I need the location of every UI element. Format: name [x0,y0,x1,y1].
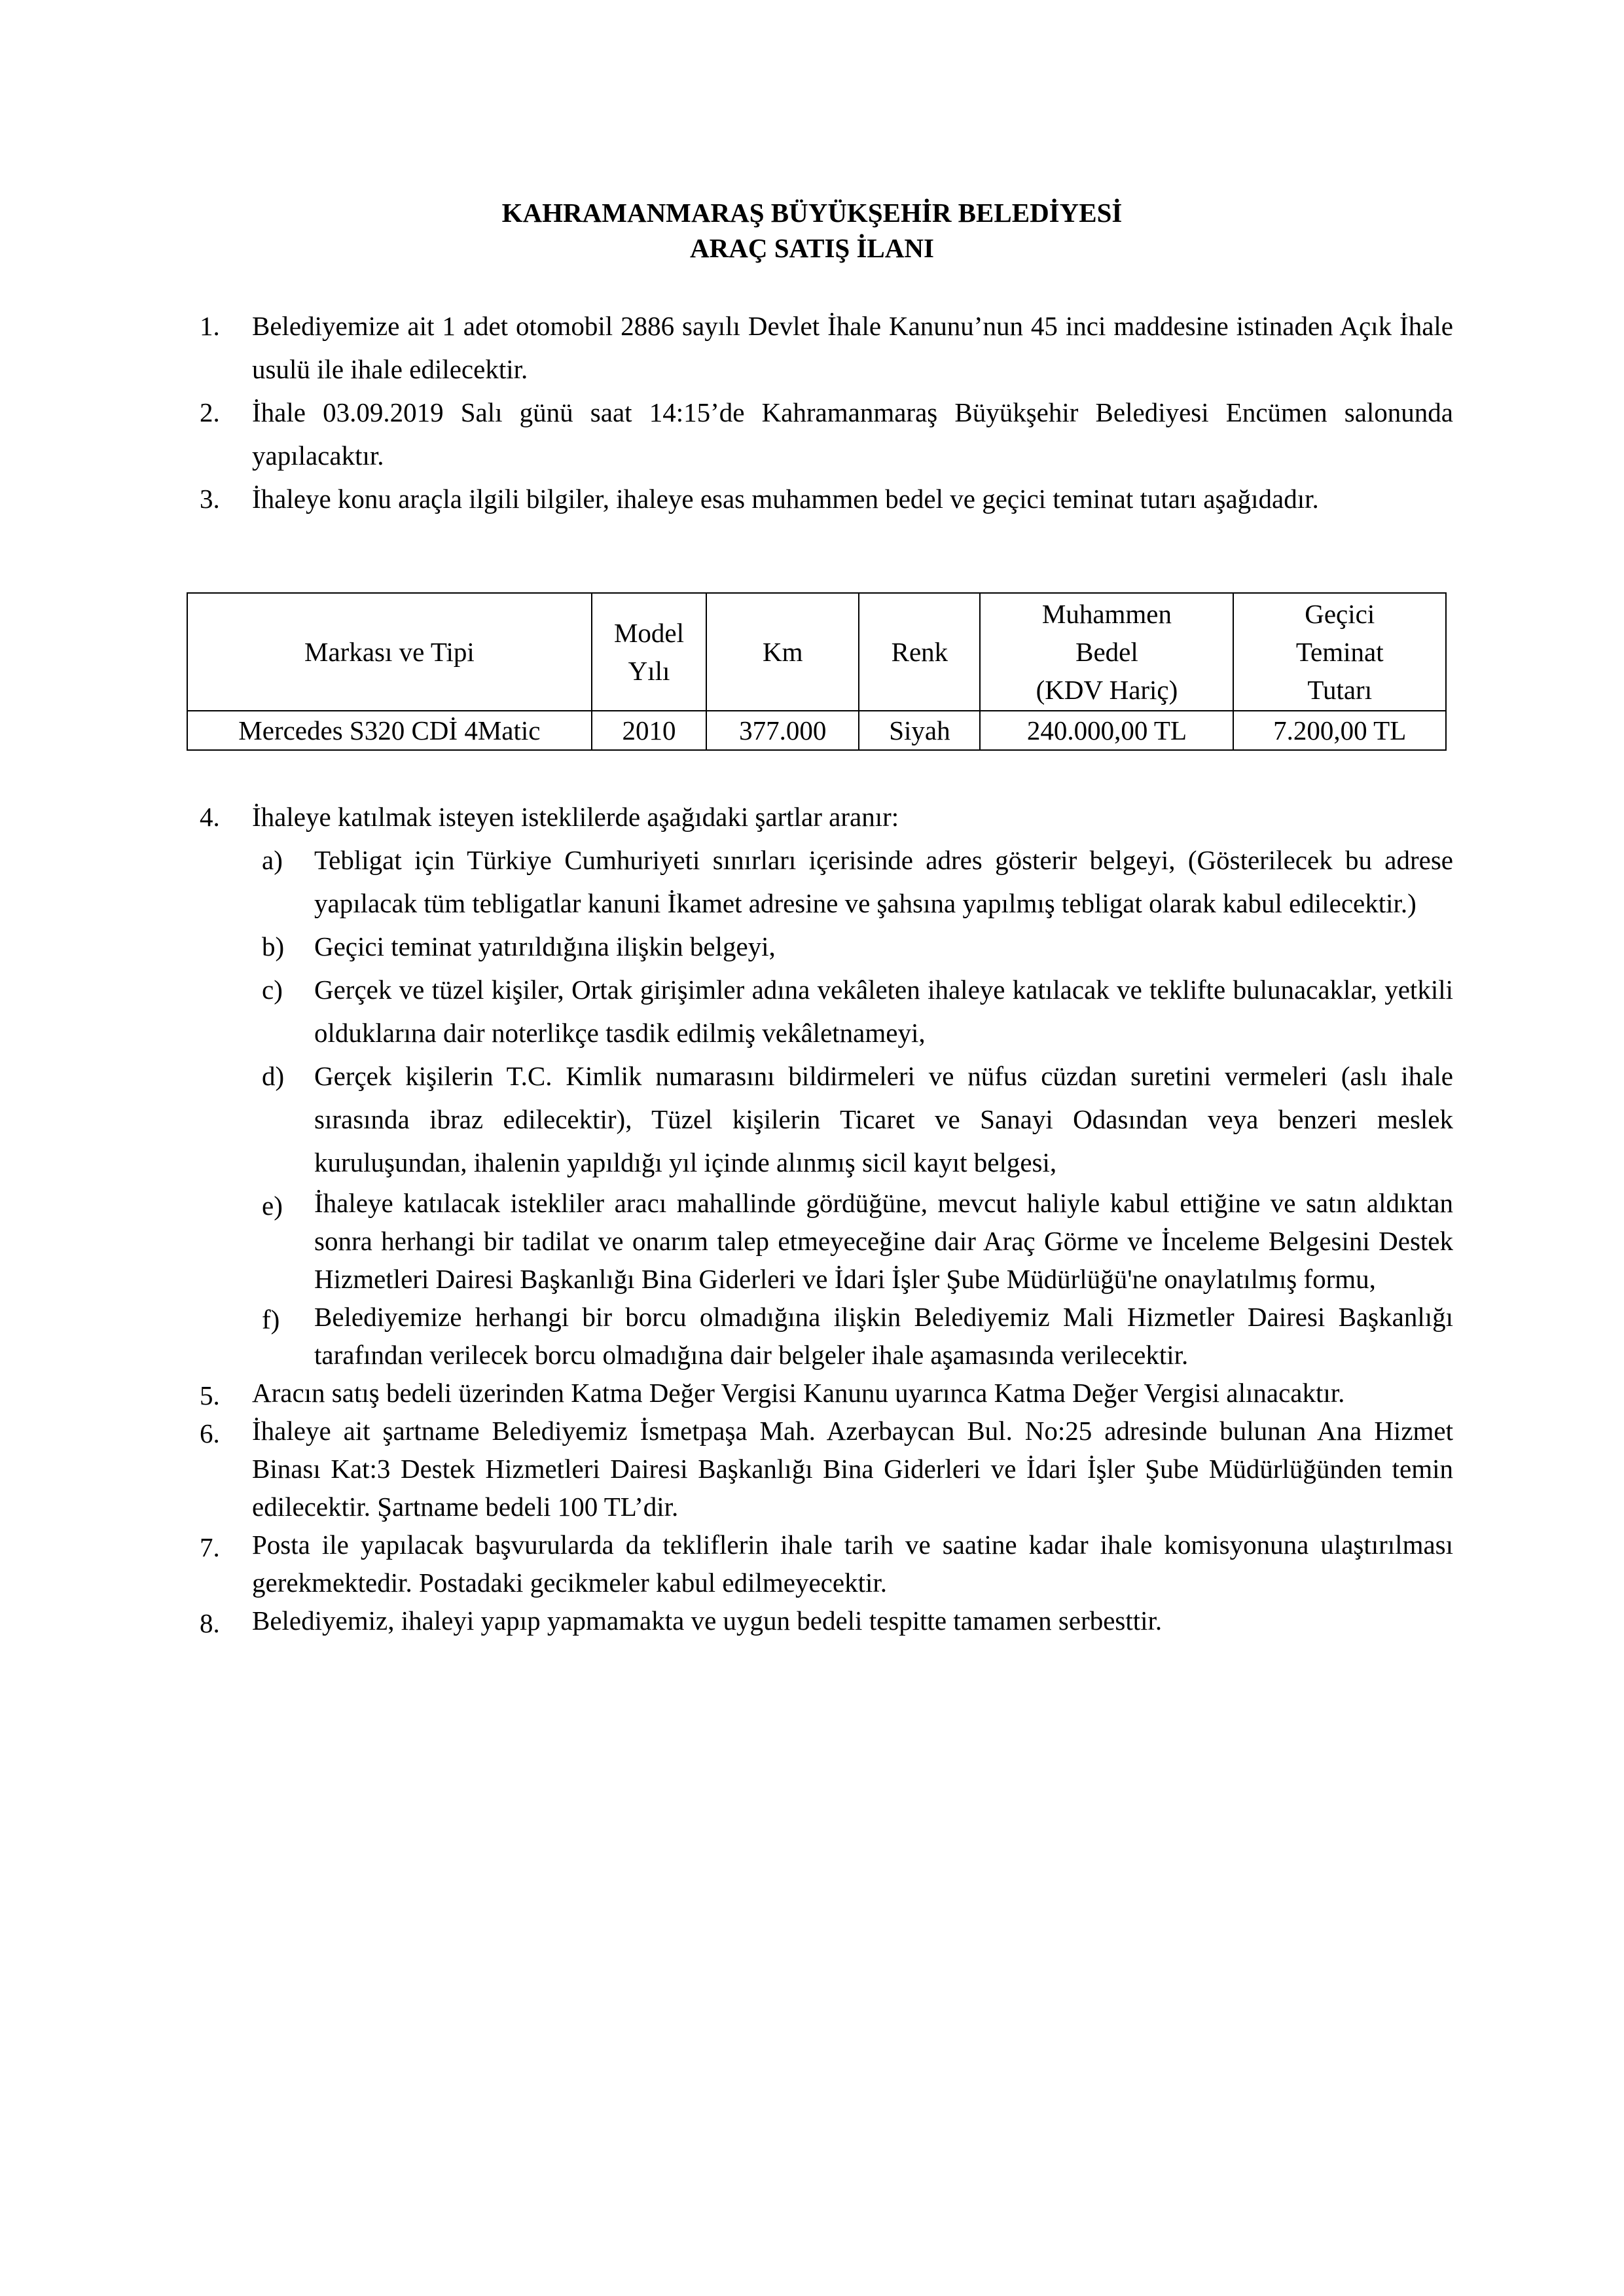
condition-text: Geçici teminat yatırıldığına ilişkin belgeyi, [314,931,776,961]
header-deposit-line1: Geçici [1305,599,1375,629]
condition-text: Tebligat için Türkiye Cumhuriyeti sınırları içerisinde adres gösterir belgeyi, (Gösterilecek bu adrese yapılacak tüm tebligatlar kanuni İkamet adresine ve şahsına yapılmış tebligat olarak kabul edilecektir.) [314,845,1453,918]
vehicle-table [187,592,1447,751]
item-number: 4. [200,802,220,832]
header-estimated-price [980,593,1233,711]
condition-e [252,1184,1453,1298]
condition-b [252,925,1453,968]
condition-f [252,1298,1453,1374]
item-number: 6. [200,1418,220,1448]
list-item-3 [200,477,1453,520]
condition-text: İhaleye katılacak istekliler aracı mahallinde gördüğüne, mevcut haliyle kabul ettiğine ve satın aldıktan sonra herhangi bir tadilat ve onarım talep etmeyeceğine dair Araç Görme ve İnceleme Belgesini Destek Hizmetleri Dairesi Başkanlığı Bina Giderleri ve İdari İşler Şube Müdürlüğü'ne onaylatılmış formu, [314,1188,1453,1294]
condition-a [252,838,1453,925]
cell-deposit: 7.200,00 TL [1233,711,1446,750]
list-item-2 [200,391,1453,477]
list-item-5 [200,1374,1453,1412]
list-item-8 [200,1602,1453,1640]
condition-letter: f) [262,1304,280,1335]
header-deposit [1233,593,1446,711]
condition-text: Belediyemize herhangi bir borcu olmadığına ilişkin Belediyemiz Mali Hizmetler Dairesi Başkanlığı tarafından verilecek borcu olmadığına dair belgeler ihale aşamasında verilecektir. [314,1302,1453,1370]
condition-text: Gerçek ve tüzel kişiler, Ortak girişimler adına vekâleten ihaleye katılacak ve teklifte bulunacaklar, yetkili olduklarına dair noterlikçe tasdik edilmiş vekâletnameyi, [314,975,1453,1048]
title-line-announcement: ARAÇ SATIŞ İLANI [690,233,934,263]
item-number: 7. [200,1532,220,1562]
cell-estimated-price: 240.000,00 TL [980,711,1233,750]
title-line-municipality: KAHRAMANMARAŞ BÜYÜKŞEHİR BELEDİYESİ [501,198,1123,228]
condition-letter: c) [262,975,283,1005]
item-number: 2. [200,397,220,427]
item-text: Belediyemiz, ihaleyi yapıp yapmamakta ve uygun bedeli tespitte tamamen serbesttir. [252,1605,1163,1636]
list-item-7 [200,1526,1453,1602]
header-color: Renk [859,593,980,711]
table-header-row [187,593,1446,711]
table-row [187,711,1446,750]
item-text: İhaleye ait şartname Belediyemiz İsmetpaşa Mah. Azerbaycan Bul. No:25 adresinde bulunan Ana Hizmet Binası Kat:3 Destek Hizmetleri Dairesi Başkanlığı Bina Giderleri ve İdari İşler Şube Müdürlüğünden temin edilecektir. Şartname bedeli 100 TL’dir. [252,1416,1453,1522]
header-price-line1: Muhammen [1041,599,1172,629]
item-number: 8. [200,1608,220,1638]
item-text: Belediyemize ait 1 adet otomobil 2886 sayılı Devlet İhale Kanunu’nun 45 inci maddesine istinaden Açık İhale usulü ile ihale edilecektir. [252,311,1453,384]
cell-color: Siyah [859,711,980,750]
condition-letter: b) [262,931,285,961]
condition-letter: a) [262,845,283,875]
item-text: Aracın satış bedeli üzerinden Katma Değer Vergisi Kanunu uyarınca Katma Değer Vergisi alınacaktır. [252,1378,1345,1408]
header-price-line2: Bedel [1075,637,1138,667]
header-deposit-line2: Teminat [1295,637,1384,667]
condition-d [252,1054,1453,1184]
document-title [0,195,1624,266]
cell-brand-type: Mercedes S320 CDİ 4Matic [187,711,592,750]
item-text: İhaleye katılmak isteyen isteklilerde aşağıdaki şartlar aranır: [252,802,899,832]
announcement-items-top [200,304,1453,520]
announcement-items-bottom [200,795,1453,1640]
header-model-year-line1: Model [613,618,685,648]
item-number: 1. [200,311,220,341]
item-number: 3. [200,484,220,514]
condition-letter: e) [262,1191,283,1221]
cell-km: 377.000 [706,711,859,750]
list-item-1 [200,304,1453,391]
list-item-4 [200,795,1453,838]
item-text: Posta ile yapılacak başvurularda da tekliflerin ihale tarih ve saatine kadar ihale komisyonuna ulaştırılması gerekmektedir. Postadaki gecikmeler kabul edilmeyecektir. [252,1530,1453,1598]
header-brand-type: Markası ve Tipi [187,593,592,711]
header-deposit-line3: Tutarı [1307,675,1373,705]
header-model-year [592,593,706,711]
condition-c [252,968,1453,1054]
item-number: 5. [200,1380,220,1410]
header-price-line3: (KDV Hariç) [1036,675,1178,705]
header-model-year-line2: Yılı [628,656,670,686]
item-text: İhale 03.09.2019 Salı günü saat 14:15’de Kahramanmaraş Büyükşehir Belediyesi Encümen salonunda yapılacaktır. [252,397,1453,471]
item-text: İhaleye konu araçla ilgili bilgiler, ihaleye esas muhammen bedel ve geçici teminat tutarı aşağıdadır. [252,484,1319,514]
conditions-list [252,838,1453,1374]
condition-letter: d) [262,1061,285,1091]
condition-text: Gerçek kişilerin T.C. Kimlik numarasını bildirmeleri ve nüfus cüzdan suretini vermeleri (aslı ihale sırasında ibraz edilecektir), Tüzel kişilerin Ticaret ve Sanayi Odasından veya benzeri meslek kuruluşundan, ihalenin yapıldığı yıl içinde alınmış sicil kayıt belgesi, [314,1061,1453,1177]
vehicle-table-container [187,592,1447,751]
list-item-6 [200,1412,1453,1526]
cell-model-year: 2010 [592,711,706,750]
header-km: Km [706,593,859,711]
